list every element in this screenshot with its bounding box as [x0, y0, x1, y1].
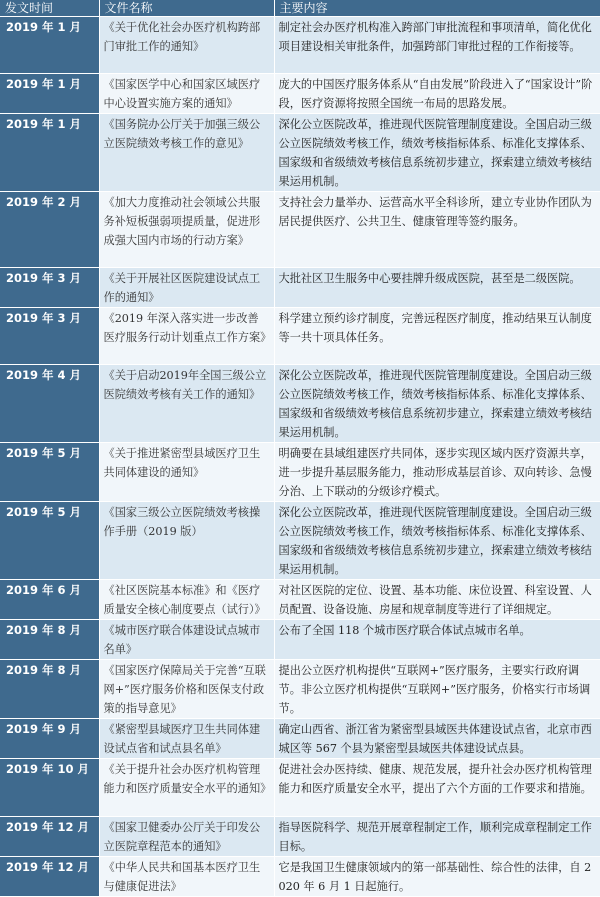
cell-content: 深化公立医院改革，推进现代医院管理制度建设。全国启动三级公立医院绩效考核工作，绩效考核指标体系、标准化支撑体系、国家级和省级绩效考核信息系统初步建立，探索建立绩效考核结果运用机制。 — [274, 114, 600, 192]
cell-date: 2019 年 1 月 — [0, 74, 99, 114]
cell-content: 公布了全国 118 个城市医疗联合体试点城市名单。 — [274, 620, 600, 660]
cell-document: 《国务院办公厅关于加强三级公立医院绩效考核工作的意见》 — [99, 114, 274, 192]
cell-content: 指导医院科学、规范开展章程制定工作，顺利完成章程制定工作目标。 — [274, 817, 600, 857]
cell-date: 2019 年 4 月 — [0, 365, 99, 443]
cell-content: 大批社区卫生服务中心要挂牌升级成医院，甚至是二级医院。 — [274, 268, 600, 308]
cell-document: 《城市医疗联合体建设试点城市名单》 — [99, 620, 274, 660]
cell-date: 2019 年 8 月 — [0, 620, 99, 660]
header-date: 发文时间 — [0, 0, 99, 17]
cell-date: 2019 年 3 月 — [0, 268, 99, 308]
cell-document: 《关于启动2019年全国三级公立医院绩效考核有关工作的通知》 — [99, 365, 274, 443]
cell-date: 2019 年 6 月 — [0, 580, 99, 620]
table-row — [0, 857, 600, 897]
cell-date: 2019 年 12 月 — [0, 857, 99, 897]
header-content: 主要内容 — [274, 0, 600, 17]
cell-content: 制定社会办医疗机构准入跨部门审批流程和事项清单，简化优化项目建设相关审批条件，加强跨部门审批过程的工作衔接等。 — [274, 17, 600, 74]
cell-date: 2019 年 10 月 — [0, 759, 99, 817]
cell-content: 对社区医院的定位、设置、基本功能、床位设置、科室设置、人员配置、设备设施、房屋和规章制度等进行了详细规定。 — [274, 580, 600, 620]
cell-date: 2019 年 1 月 — [0, 17, 99, 74]
table-row — [0, 192, 600, 268]
table-row — [0, 308, 600, 365]
cell-content: 促进社会办医持续、健康、规范发展，提升社会办医疗机构管理能力和医疗质量安全水平，提出了六个方面的工作要求和措施。 — [274, 759, 600, 817]
cell-document: 《社区医院基本标准》和《医疗质量安全核心制度要点（试行）》 — [99, 580, 274, 620]
table-row — [0, 365, 600, 443]
cell-content: 提出公立医疗机构提供“互联网+”医疗服务，主要实行政府调节。非公立医疗机构提供“互联网+”医疗服务，价格实行市场调节。 — [274, 660, 600, 719]
cell-content: 庞大的中国医疗服务体系从“自由发展”阶段进入了“国家设计”阶段，医疗资源将按照全国统一布局的思路发展。 — [274, 74, 600, 114]
cell-content: 科学建立预约诊疗制度，完善远程医疗制度，推动结果互认制度等一共十项具体任务。 — [274, 308, 600, 365]
cell-content: 深化公立医院改革，推进现代医院管理制度建设。全国启动三级公立医院绩效考核工作，绩效考核指标体系、标准化支撑体系、国家级和省级绩效考核信息系统初步建立，探索建立绩效考核结果运用机制。 — [274, 502, 600, 580]
table-row — [0, 17, 600, 74]
table-row — [0, 74, 600, 114]
cell-content: 确定山西省、浙江省为紧密型县域医共体建设试点省，北京市西城区等 567 个县为紧密型县域医共体建设试点县。 — [274, 719, 600, 759]
cell-content: 支持社会力量举办、运营高水平全科诊所，建立专业协作团队为居民提供医疗、公共卫生、健康管理等签约服务。 — [274, 192, 600, 268]
table-row — [0, 114, 600, 192]
table-row — [0, 817, 600, 857]
cell-content: 深化公立医院改革，推进现代医院管理制度建设。全国启动三级公立医院绩效考核工作，绩效考核指标体系、标准化支撑体系、国家级和省级绩效考核信息系统初步建立，探索建立绩效考核结果运用机制。 — [274, 365, 600, 443]
cell-document: 《关于开展社区医院建设试点工作的通知》 — [99, 268, 274, 308]
cell-document: 《加大力度推动社会领域公共服务补短板强弱项提质量，促进形成强大国内市场的行动方案》 — [99, 192, 274, 268]
cell-document: 《国家三级公立医院绩效考核操作手册（2019 版） — [99, 502, 274, 580]
table-row — [0, 759, 600, 817]
cell-date: 2019 年 5 月 — [0, 502, 99, 580]
cell-document: 《关于提升社会办医疗机构管理能力和医疗质量安全水平的通知》 — [99, 759, 274, 817]
cell-date: 2019 年 5 月 — [0, 443, 99, 502]
header-document: 文件名称 — [99, 0, 274, 17]
table-row — [0, 443, 600, 502]
cell-document: 《2019 年深入落实进一步改善医疗服务行动计划重点工作方案》 — [99, 308, 274, 365]
cell-document: 《紧密型县域医疗卫生共同体建设试点省和试点县名单》 — [99, 719, 274, 759]
table-row — [0, 660, 600, 719]
cell-document: 《关于优化社会办医疗机构跨部门审批工作的通知》 — [99, 17, 274, 74]
table-row — [0, 620, 600, 660]
table-row — [0, 268, 600, 308]
cell-date: 2019 年 3 月 — [0, 308, 99, 365]
table-header-row — [0, 0, 600, 17]
table-row — [0, 580, 600, 620]
cell-document: 《国家医疗保障局关于完善“互联网+”医疗服务价格和医保支付政策的指导意见》 — [99, 660, 274, 719]
table-row — [0, 502, 600, 580]
cell-date: 2019 年 9 月 — [0, 719, 99, 759]
cell-content: 明确要在县域组建医疗共同体，逐步实现区域内医疗资源共享，进一步提升基层服务能力，推动形成基层首诊、双向转诊、急慢分治、上下联动的分级诊疗模式。 — [274, 443, 600, 502]
cell-document: 《关于推进紧密型县域医疗卫生共同体建设的通知》 — [99, 443, 274, 502]
cell-document: 《中华人民共和国基本医疗卫生与健康促进法》 — [99, 857, 274, 897]
cell-date: 2019 年 2 月 — [0, 192, 99, 268]
cell-document: 《国家卫健委办公厅关于印发公立医院章程范本的通知》 — [99, 817, 274, 857]
cell-date: 2019 年 1 月 — [0, 114, 99, 192]
cell-date: 2019 年 12 月 — [0, 817, 99, 857]
cell-document: 《国家医学中心和国家区域医疗中心设置实施方案的通知》 — [99, 74, 274, 114]
cell-content: 它是我国卫生健康领域内的第一部基础性、综合性的法律，自 2020 年 6 月 1 日起施行。 — [274, 857, 600, 897]
cell-date: 2019 年 8 月 — [0, 660, 99, 719]
table-row — [0, 719, 600, 759]
